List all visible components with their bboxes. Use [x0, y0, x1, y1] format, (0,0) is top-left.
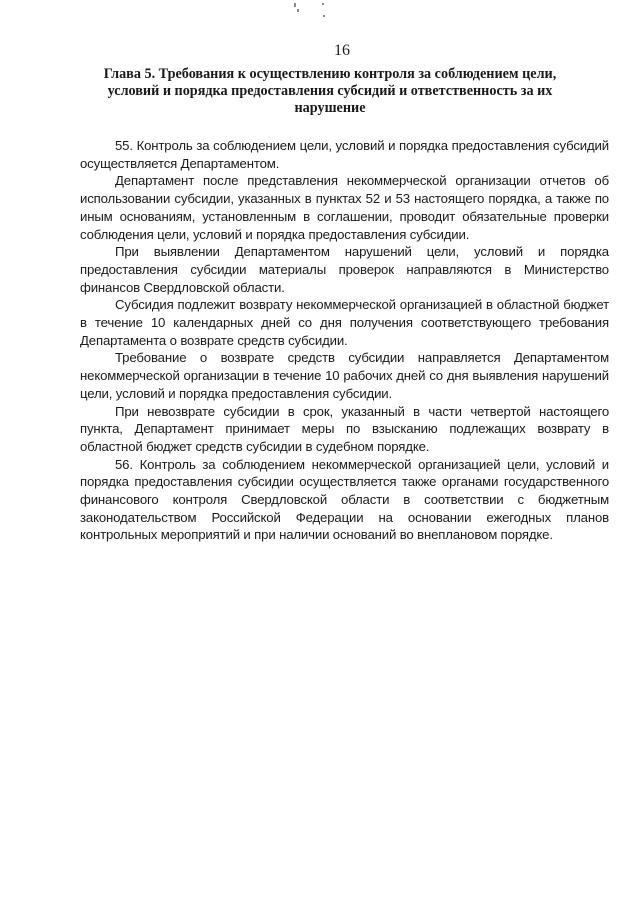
paragraph-refund: Субсидия подлежит возврату некоммерческой организацией в областной бюджет в течение 10 календарных дней со дня получения соответствующего требования Департамента о возврате средств субсидии. [80, 297, 609, 348]
scan-artifact [322, 3, 324, 5]
page-number: 16 [334, 42, 350, 59]
chapter-title: Глава 5. Требования к осуществлению контроля за соблюдением цели, условий и порядка предоставления субсидий и ответственность за их нарушение [103, 66, 557, 116]
paragraph-56: 56. Контроль за соблюдением некоммерческой организацией цели, условий и порядка предоставления субсидии осуществляется также органами государственного финансового контроля Свердловской области в соответствии с бюджетным законодательством Российской Федерации на основании ежегодных планов контрольных мероприятий и при наличии оснований во внеплановом порядке. [80, 456, 609, 543]
scan-artifact [294, 3, 296, 7]
paragraph-55: 55. Контроль за соблюдением цели, условий и порядка предоставления субсидий осуществляется Департаментом. [80, 138, 609, 171]
scan-artifact [323, 15, 325, 17]
paragraph-non-refund: При невозврате субсидии в срок, указанный в части четвертой настоящего пункта, Департамент принимает меры по взысканию подлежащих возврату в областной бюджет средств субсидии в судебном порядке. [80, 403, 609, 454]
scan-artifact [297, 9, 299, 12]
paragraph-inspections: Департамент после представления некоммерческой организации отчетов об использовании субсидии, указанных в пунктах 52 и 53 настоящего порядка, а также по иным основаниям, установленным в соглашении, проводит обязательные проверки соблюдения цели, условий и порядка предоставления субсидии. [80, 173, 609, 242]
paragraph-refund-request: Требование о возврате средств субсидии направляется Департаментом некоммерческой организации в течение 10 рабочих дней со дня выявления нарушений цели, условий и порядка предоставления субсидии. [80, 350, 609, 401]
document-body [80, 137, 609, 544]
paragraph-violations: При выявлении Департаментом нарушений цели, условий и порядка предоставления субсидии материалы проверок направляются в Министерство финансов Свердловской области. [80, 244, 609, 295]
